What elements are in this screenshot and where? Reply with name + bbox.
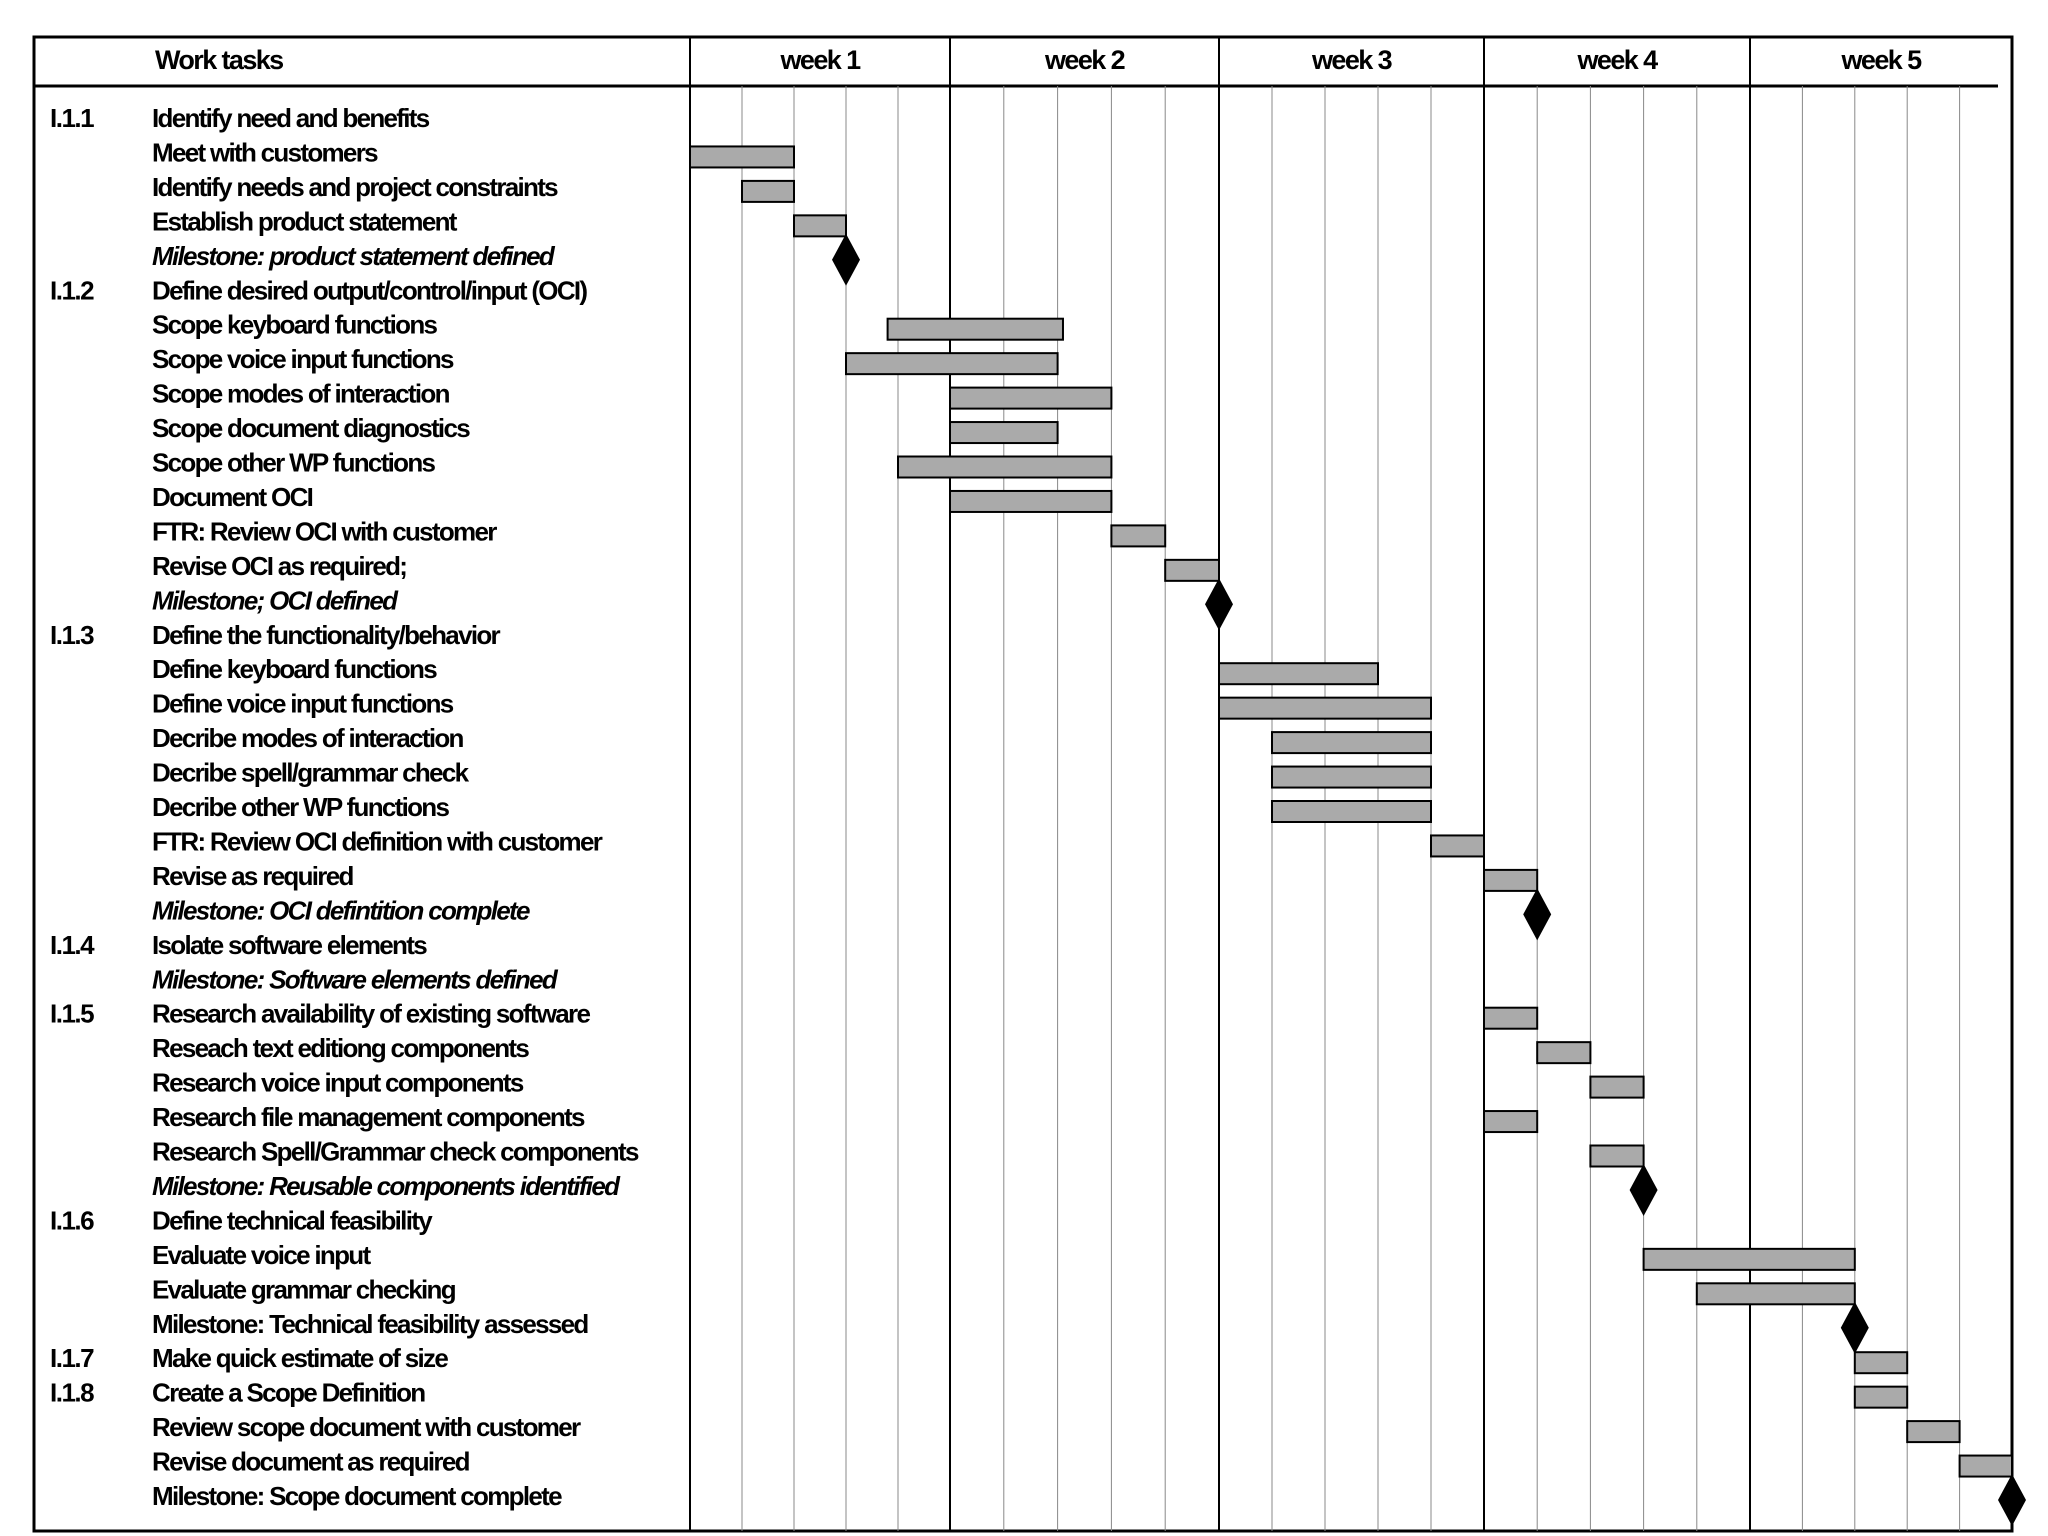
task-name: Research voice input components (152, 1067, 523, 1098)
task-name: Research availability of existing software (152, 998, 590, 1029)
task-bar (950, 422, 1058, 443)
task-name: Define keyboard functions (152, 654, 436, 685)
task-bar (950, 388, 1111, 409)
task-name: Make quick estimate of size (152, 1343, 448, 1374)
week-header-2: week 2 (1045, 45, 1124, 75)
task-name: Evaluate grammar checking (152, 1274, 455, 1305)
task-name: Research file management components (152, 1102, 584, 1133)
task-bar (1111, 525, 1165, 546)
task-name: FTR: Review OCI with customer (152, 516, 496, 547)
task-bar (1697, 1283, 1855, 1304)
task-name: Define technical feasibility (152, 1205, 431, 1236)
task-bar (888, 319, 1063, 340)
task-name: Document OCI (152, 481, 313, 512)
task-bar (846, 353, 1058, 374)
task-bar (1431, 835, 1484, 856)
task-bar (1165, 560, 1219, 581)
task-id: I.1.1 (50, 103, 94, 133)
milestone-label: Milestone: Software elements defined (152, 964, 557, 995)
task-name: Scope keyboard functions (152, 309, 437, 340)
task-bar (742, 181, 794, 202)
task-name: Define voice input functions (152, 688, 453, 719)
task-bar (1272, 767, 1431, 788)
task-name: Identify needs and project constraints (152, 171, 557, 202)
task-name: Scope other WP functions (152, 447, 435, 478)
task-id: I.1.5 (50, 998, 94, 1029)
task-name: Milestone: Technical feasibility assessed (152, 1308, 588, 1339)
task-bar (690, 146, 794, 167)
task-name: Identify need and benefits (152, 103, 429, 133)
task-name: Define the functionality/behavior (152, 619, 499, 650)
task-name: Evaluate voice input (152, 1239, 370, 1270)
task-bar (1960, 1456, 2012, 1477)
task-name: Research Spell/Grammar check components (152, 1136, 638, 1167)
task-name: Meet with customers (152, 137, 377, 168)
task-bar (1272, 732, 1431, 753)
task-name: Establish product statement (152, 206, 456, 237)
task-name: Create a Scope Definition (152, 1377, 425, 1408)
milestone-label: Milestone: OCI defintition complete (152, 895, 529, 926)
task-bar (950, 491, 1111, 512)
task-bar (1484, 1008, 1537, 1029)
task-bar (1590, 1077, 1643, 1098)
task-name: Scope voice input functions (152, 344, 453, 375)
task-name: Scope modes of interaction (152, 378, 449, 409)
task-bar (1590, 1146, 1643, 1167)
task-bar (1907, 1421, 1959, 1442)
work-tasks-header: Work tasks (155, 45, 283, 75)
task-name: FTR: Review OCI definition with customer (152, 826, 602, 857)
task-name: Decribe other WP functions (152, 792, 449, 822)
task-name: Revise as required (152, 860, 353, 891)
milestone-label: Milestone; OCI defined (152, 585, 397, 616)
task-name: Revise OCI as required; (152, 550, 407, 581)
task-name: Define desired output/control/input (OCI) (152, 275, 587, 306)
week-header-3: week 3 (1312, 45, 1391, 75)
week-header-1: week 1 (780, 45, 860, 75)
task-bar (1855, 1352, 1907, 1373)
task-id: I.1.2 (50, 275, 94, 306)
week-header-5: week 5 (1841, 45, 1921, 75)
milestone-label: Milestone: product statement defined (152, 240, 554, 271)
task-bar (1219, 698, 1431, 719)
task-bar (1219, 663, 1378, 684)
task-bar (898, 457, 1111, 478)
week-header-4: week 4 (1577, 45, 1657, 75)
task-bar (1484, 1111, 1537, 1132)
task-id: I.1.3 (50, 619, 94, 650)
task-bar (794, 215, 846, 236)
task-id: I.1.4 (50, 929, 94, 960)
task-id: I.1.8 (50, 1377, 94, 1408)
task-name: Decribe modes of interaction (152, 723, 463, 754)
task-bar (1537, 1042, 1590, 1063)
task-name: Milestone: Scope document complete (152, 1481, 561, 1511)
task-id: I.1.6 (50, 1205, 94, 1236)
task-bar (1272, 801, 1431, 822)
task-name: Revise document as required (152, 1446, 469, 1477)
task-name: Decribe spell/grammar check (152, 757, 468, 788)
task-name: Review scope document with customer (152, 1412, 580, 1443)
task-name: Scope document diagnostics (152, 413, 469, 444)
task-name: Isolate software elements (152, 929, 426, 960)
task-bar (1855, 1387, 1907, 1408)
task-name: Reseach text editiong components (152, 1033, 529, 1064)
task-bar (1484, 870, 1537, 891)
task-id: I.1.7 (50, 1343, 94, 1374)
milestone-label: Milestone: Reusable components identified (152, 1170, 619, 1201)
task-bar (1644, 1249, 1855, 1270)
